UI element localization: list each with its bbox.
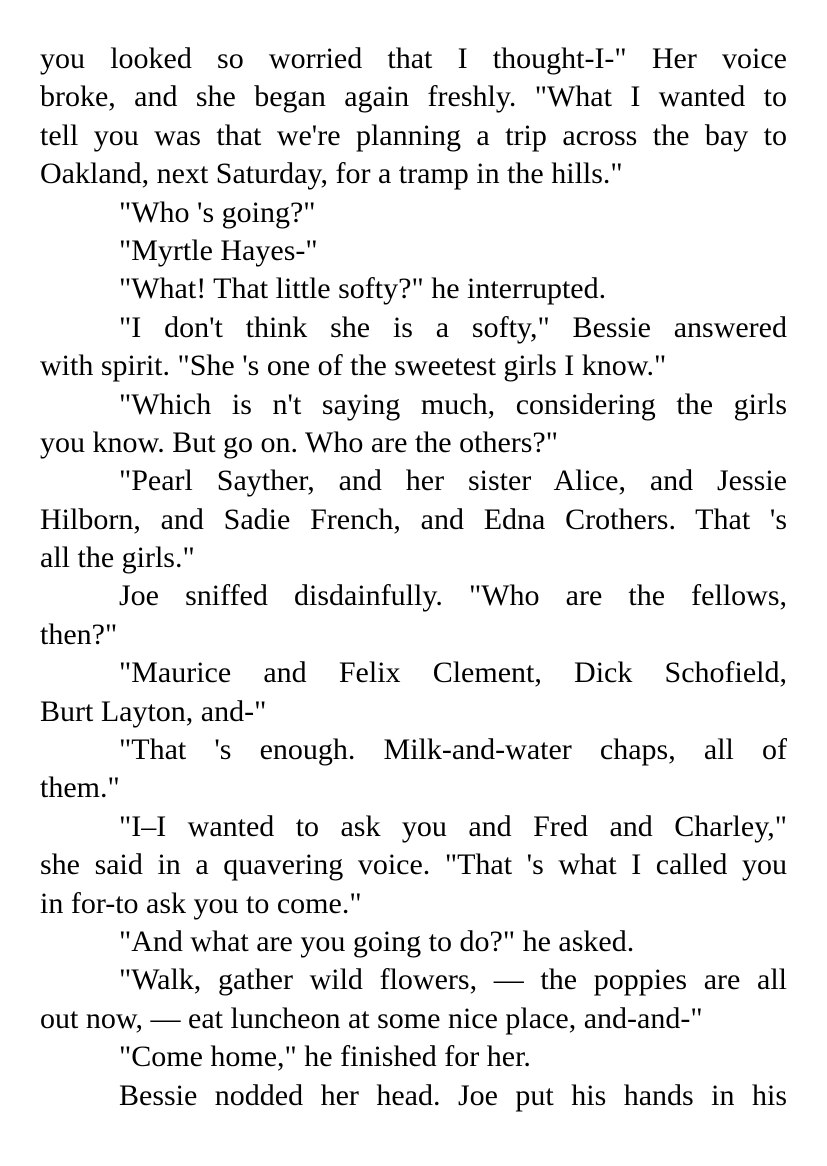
- text-line: Joe sniffed disdainfully. "Who are the fellows,: [119, 579, 787, 613]
- text-line: "That 's enough. Milk-and-water chaps, all of: [119, 733, 787, 767]
- text-line: broke, and she began again freshly. "What I wanted to: [40, 80, 787, 114]
- page-text-block: [40, 40, 787, 1115]
- text-line: "Maurice and Felix Clement, Dick Schofield,: [119, 656, 787, 690]
- text-line: "Who 's going?": [119, 195, 316, 229]
- text-line: "I don't think she is a softy," Bessie answered: [119, 310, 787, 344]
- text-line: Burt Layton, and-": [40, 694, 267, 728]
- text-line: them.": [40, 771, 120, 805]
- text-line: Bessie nodded her head. Joe put his hands in his: [119, 1078, 787, 1112]
- text-line: out now, — eat luncheon at some nice place, and-and-": [40, 1001, 703, 1035]
- text-line: you know. But go on. Who are the others?": [40, 425, 558, 459]
- text-line: "Walk, gather wild flowers, — the poppies are all: [119, 963, 787, 997]
- text-line: "Pearl Sayther, and her sister Alice, and Jessie: [119, 464, 787, 498]
- text-line: "Myrtle Hayes-": [119, 233, 318, 267]
- text-line: then?": [40, 617, 118, 651]
- text-line: "I–I wanted to ask you and Fred and Charley,": [119, 809, 787, 843]
- text-line: you looked so worried that I thought-I-" Her voice: [40, 42, 787, 75]
- text-line: "Which is n't saying much, considering the girls: [119, 387, 787, 421]
- text-line: "And what are you going to do?" he asked.: [119, 924, 635, 958]
- text-line: "What! That little softy?" he interrupted.: [119, 272, 607, 306]
- text-line: "Come home," he finished for her.: [119, 1040, 531, 1074]
- text-line: all the girls.": [40, 541, 195, 575]
- text-line: in for-to ask you to come.": [40, 886, 362, 920]
- text-line: tell you was that we're planning a trip across the bay to: [40, 118, 787, 152]
- text-line: with spirit. "She 's one of the sweetest girls I know.": [40, 349, 667, 383]
- text-line: Hilborn, and Sadie French, and Edna Crothers. That 's: [40, 502, 787, 536]
- text-line: Oakland, next Saturday, for a tramp in the hills.": [40, 157, 623, 191]
- text-line: she said in a quavering voice. "That 's what I called you: [40, 848, 787, 882]
